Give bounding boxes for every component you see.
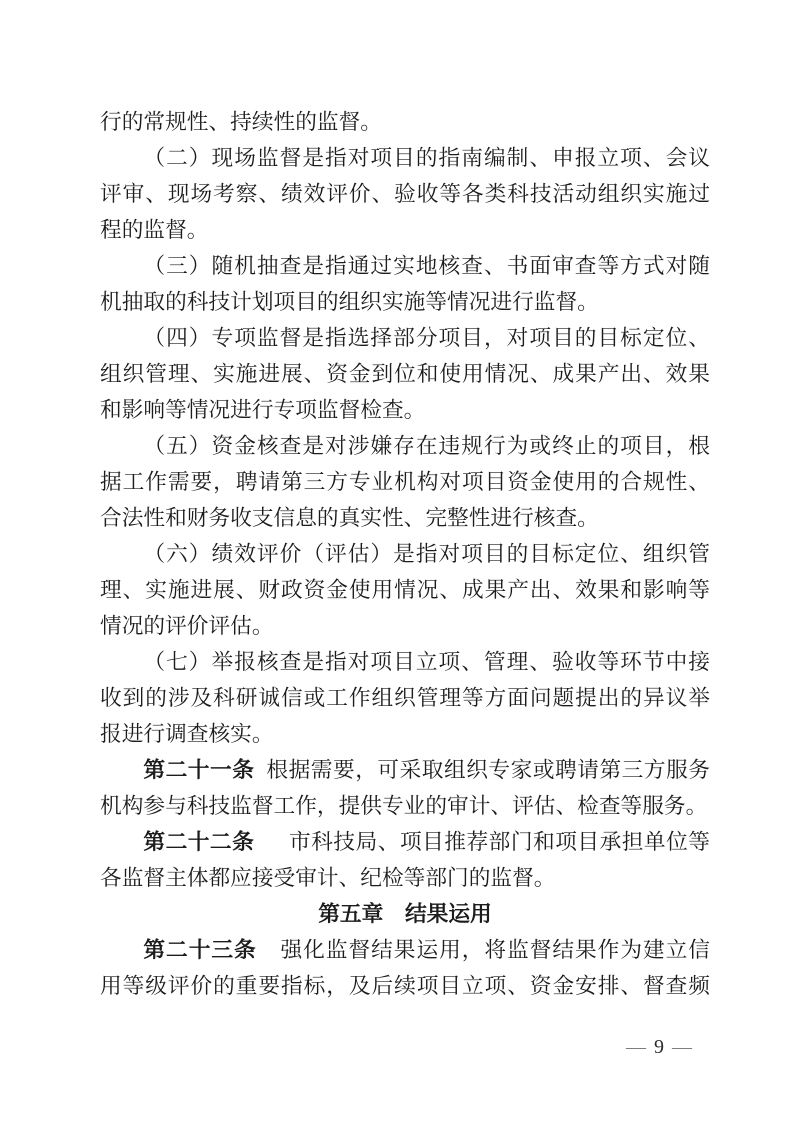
text-line <box>100 104 710 140</box>
document-body <box>100 104 710 1004</box>
line-text: 程的监督。 <box>100 218 209 242</box>
text-line <box>100 644 710 680</box>
line-text: 合法性和财务收支信息的真实性、完整性进行核查。 <box>100 506 599 530</box>
text-line <box>100 572 710 608</box>
line-text: 收到的涉及科研诚信或工作组织管理等方面问题提出的异议举 <box>100 686 710 710</box>
text-line <box>100 248 710 284</box>
line-text: （五）资金核查是对涉嫌存在违规行为或终止的项目，根 <box>143 434 710 458</box>
line-text: 评审、现场考察、绩效评价、验收等各类科技活动组织实施过 <box>100 182 710 206</box>
text-line <box>100 464 710 500</box>
line-text: 行的常规性、持续性的监督。 <box>100 110 382 134</box>
chapter-heading <box>100 896 710 932</box>
text-line <box>100 788 710 824</box>
text-line <box>100 608 710 644</box>
text-line <box>100 860 710 896</box>
page-number-value: 9 <box>654 1036 664 1058</box>
line-text: （三）随机抽查是指通过实地核查、书面审查等方式对随 <box>143 254 710 278</box>
line-text: 强化监督结果运用，将监督结果作为建立信 <box>280 938 710 962</box>
line-text: 和影响等情况进行专项监督检查。 <box>100 398 426 422</box>
text-line <box>100 320 710 356</box>
line-text: 理、实施进展、财政资金使用情况、成果产出、效果和影响等 <box>100 578 710 602</box>
text-line <box>100 140 710 176</box>
line-text: 市科技局、项目推荐部门和项目承担单位等 <box>289 830 710 854</box>
article-number: 第二十一条 <box>143 757 255 782</box>
line-text: 用等级评价的重要指标，及后续项目立项、资金安排、督查频 <box>100 974 710 998</box>
text-line <box>100 680 710 716</box>
line-text: 情况的评价评估。 <box>100 614 274 638</box>
chapter-heading-text: 第五章 结果运用 <box>318 901 492 926</box>
text-line <box>100 356 710 392</box>
line-text: 机构参与科技监督工作，提供专业的审计、评估、检查等服务。 <box>100 794 708 818</box>
text-line <box>100 212 710 248</box>
text-line <box>100 536 710 572</box>
page-number-dash-left: — <box>626 1036 646 1058</box>
line-text: （四）专项监督是指选择部分项目，对项目的目标定位、 <box>143 326 710 350</box>
line-text: 据工作需要，聘请第三方专业机构对项目资金使用的合规性、 <box>100 470 710 494</box>
article-line <box>100 932 710 968</box>
text-line <box>100 428 710 464</box>
line-text: 组织管理、实施进展、资金到位和使用情况、成果产出、效果 <box>100 362 710 386</box>
text-line <box>100 968 710 1004</box>
line-text: （七）举报核查是指对项目立项、管理、验收等环节中接 <box>143 650 710 674</box>
line-text: 各监督主体都应接受审计、纪检等部门的监督。 <box>100 866 556 890</box>
page-number-dash-right: — <box>672 1036 692 1058</box>
article-line <box>100 824 710 860</box>
page-number <box>626 1034 692 1060</box>
text-line <box>100 176 710 212</box>
line-text: 根据需要，可采取组织专家或聘请第三方服务 <box>266 758 710 782</box>
line-text: 报进行调查核实。 <box>100 722 274 746</box>
article-number: 第二十二条 <box>143 829 255 854</box>
text-line <box>100 500 710 536</box>
article-line <box>100 752 710 788</box>
line-text: （二）现场监督是指对项目的指南编制、申报立项、会议 <box>143 146 710 170</box>
article-number: 第二十三条 <box>143 937 257 962</box>
line-text: 机抽取的科技计划项目的组织实施等情况进行监督。 <box>100 290 599 314</box>
text-line <box>100 716 710 752</box>
text-line <box>100 392 710 428</box>
line-text: （六）绩效评价（评估）是指对项目的目标定位、组织管 <box>143 542 710 566</box>
text-line <box>100 284 710 320</box>
